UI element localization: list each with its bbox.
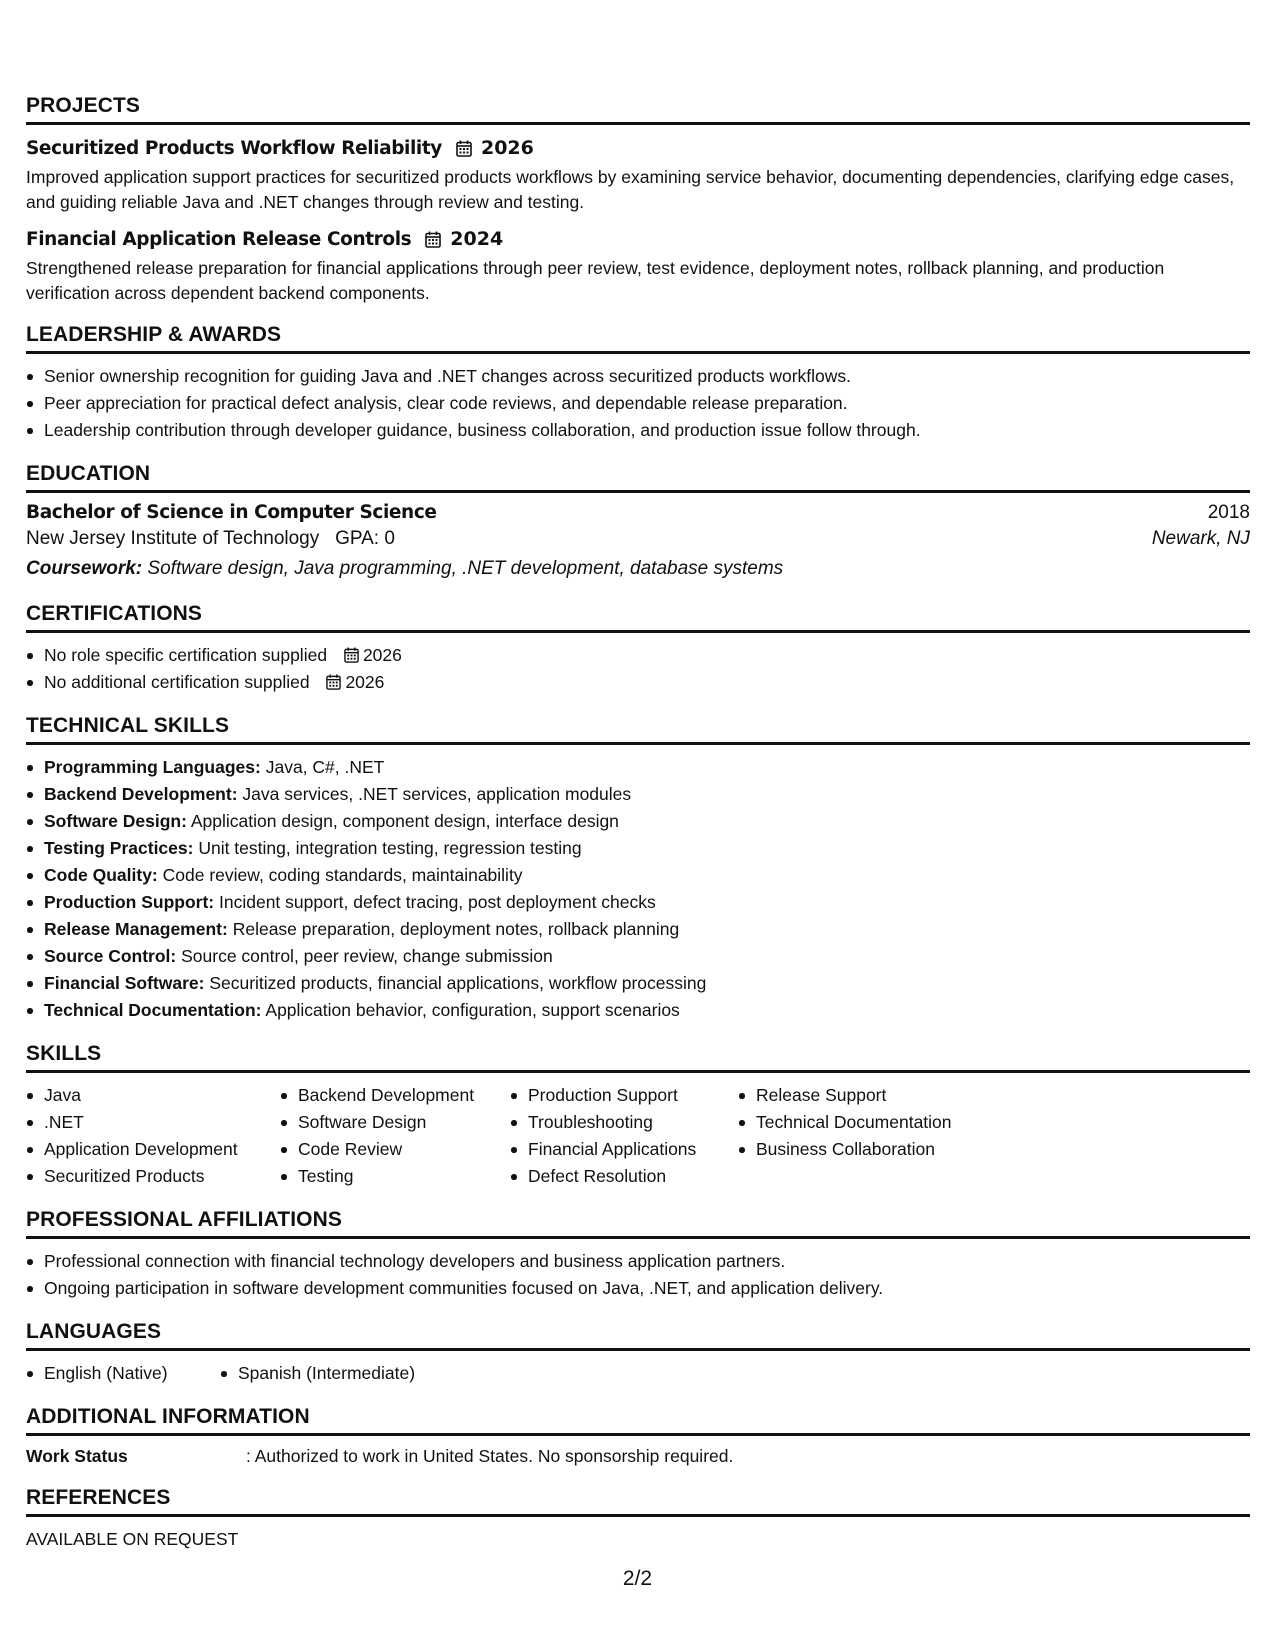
list-item: Defect Resolution <box>528 1163 738 1190</box>
skill-value: Incident support, defect tracing, post deployment checks <box>219 892 656 912</box>
certifications-heading: CERTIFICATIONS <box>26 601 1250 633</box>
skills-column <box>510 1082 738 1190</box>
list-item: Technical Documentation <box>756 1109 1016 1136</box>
list-item: Spanish (Intermediate) <box>238 1360 415 1387</box>
education-heading: EDUCATION <box>26 461 1250 493</box>
list-item <box>44 970 1250 997</box>
certifications-section <box>26 601 1250 696</box>
skill-label: Software Design: <box>44 811 187 831</box>
languages-heading: LANGUAGES <box>26 1319 1250 1351</box>
project-name: Securitized Products Workflow Reliability <box>26 137 442 159</box>
list-item <box>44 835 1250 862</box>
skills-column <box>26 1082 280 1190</box>
technical-skills-list <box>26 754 1250 1024</box>
technical-skills-heading: TECHNICAL SKILLS <box>26 713 1250 745</box>
coursework <box>26 554 1250 584</box>
school-name: New Jersey Institute of Technology <box>26 528 320 549</box>
school-location: Newark, NJ <box>1151 528 1250 549</box>
project-title-row <box>26 135 1250 161</box>
list-item: Business Collaboration <box>756 1136 1016 1163</box>
list-item: .NET <box>44 1109 280 1136</box>
skill-label: Production Support: <box>44 892 215 912</box>
affiliations-heading: PROFESSIONAL AFFILIATIONS <box>26 1207 1250 1239</box>
list-item <box>44 808 1250 835</box>
work-status-label: Work Status <box>26 1446 128 1466</box>
list-item: Testing <box>298 1163 510 1190</box>
skill-label: Source Control: <box>44 946 177 966</box>
technical-skills-section <box>26 713 1250 1024</box>
certification-year: 2026 <box>362 645 402 665</box>
list-item: Application Development <box>44 1136 280 1163</box>
additional-info-heading: ADDITIONAL INFORMATION <box>26 1404 1250 1436</box>
skill-value: Code review, coding standards, maintainability <box>162 865 523 885</box>
work-status-value: : Authorized to work in United States. No sponsorship required. <box>246 1446 734 1466</box>
coursework-value: Software design, Java programming, .NET development, database systems <box>147 558 784 579</box>
list-item: Financial Applications <box>528 1136 738 1163</box>
list-item <box>44 754 1250 781</box>
calendar-icon <box>344 647 359 663</box>
leadership-heading: LEADERSHIP & AWARDS <box>26 322 1250 354</box>
education-school-row <box>26 524 1250 554</box>
education-degree-row <box>26 502 1250 524</box>
list-item: Professional connection with financial technology developers and business application partners. <box>44 1248 1250 1275</box>
leadership-list <box>26 363 1250 444</box>
affiliations-section <box>26 1207 1250 1302</box>
degree-name: Bachelor of Science in Computer Science <box>26 502 437 523</box>
list-item: Code Review <box>298 1136 510 1163</box>
skill-label: Release Management: <box>44 919 228 939</box>
calendar-icon <box>425 231 441 248</box>
list-item: Leadership contribution through developer guidance, business collaboration, and production issue follow through. <box>44 417 1250 444</box>
skill-label: Technical Documentation: <box>44 1000 262 1020</box>
skills-column <box>738 1082 1016 1190</box>
additional-info-section <box>26 1404 1250 1468</box>
list-item: Ongoing participation in software development communities focused on Java, .NET, and application delivery. <box>44 1275 1250 1302</box>
skill-value: Release preparation, deployment notes, rollback planning <box>232 919 680 939</box>
list-item <box>44 889 1250 916</box>
list-item <box>44 642 1250 669</box>
list-item <box>44 916 1250 943</box>
graduation-date: 2018 <box>1207 502 1250 523</box>
skill-value: Source control, peer review, change submission <box>181 946 553 966</box>
references-heading: REFERENCES <box>26 1485 1250 1517</box>
skill-value: Securitized products, financial applications, workflow processing <box>209 973 707 993</box>
skill-label: Financial Software: <box>44 973 205 993</box>
page-number: 2/2 <box>622 1567 653 1590</box>
list-item <box>44 943 1250 970</box>
project-name: Financial Application Release Controls <box>26 228 412 250</box>
calendar-icon <box>456 140 472 157</box>
list-item: Java <box>44 1082 280 1109</box>
references-section <box>26 1485 1250 1551</box>
list-item: Release Support <box>756 1082 1016 1109</box>
list-item <box>44 862 1250 889</box>
project-title-row <box>26 226 1250 252</box>
school-line <box>26 524 395 554</box>
skill-label: Testing Practices: <box>44 838 194 858</box>
projects-heading: PROJECTS <box>26 93 1250 125</box>
skill-value: Unit testing, integration testing, regression testing <box>198 838 582 858</box>
list-item <box>44 781 1250 808</box>
list-item: Production Support <box>528 1082 738 1109</box>
list-item: Troubleshooting <box>528 1109 738 1136</box>
list-item: Backend Development <box>298 1082 510 1109</box>
project-description: Strengthened release preparation for financial applications through peer review, test evidence, deployment notes, rollback planning, and production verification across dependent backend components. <box>26 258 1165 303</box>
certification-name: No role specific certification supplied <box>44 645 328 665</box>
skill-label: Programming Languages: <box>44 757 261 777</box>
skills-section <box>26 1041 1250 1190</box>
languages-list <box>26 1360 220 1387</box>
references-text: AVAILABLE ON REQUEST <box>26 1529 239 1549</box>
languages-list <box>220 1360 415 1387</box>
project-year: 2026 <box>480 137 534 159</box>
certification-name: No additional certification supplied <box>44 672 310 692</box>
skill-value: Application design, component design, interface design <box>190 811 619 831</box>
list-item: Securitized Products <box>44 1163 280 1190</box>
skill-value: Java services, .NET services, application modules <box>242 784 632 804</box>
skills-heading: SKILLS <box>26 1041 1250 1073</box>
languages-section <box>26 1319 1250 1387</box>
list-item: Senior ownership recognition for guiding Java and .NET changes across securitized products workflows. <box>44 363 1250 390</box>
calendar-icon <box>326 674 341 690</box>
projects-section <box>26 93 1250 305</box>
list-item <box>44 997 1250 1024</box>
skills-column <box>280 1082 510 1190</box>
list-item: Peer appreciation for practical defect analysis, clear code reviews, and dependable release preparation. <box>44 390 1250 417</box>
certifications-list <box>26 642 1250 696</box>
skill-value: Java, C#, .NET <box>265 757 385 777</box>
languages-row <box>26 1351 1250 1387</box>
resume-page <box>26 93 1250 1568</box>
gpa: GPA: 0 <box>335 528 395 549</box>
certification-year: 2026 <box>345 672 385 692</box>
affiliations-list <box>26 1248 1250 1302</box>
project-description: Improved application support practices for securitized products workflows by examining service behavior, documenting dependencies, clarifying edge cases, and guiding reliable Java and .NET changes through review and testing. <box>26 167 1235 212</box>
skill-label: Backend Development: <box>44 784 238 804</box>
list-item: Software Design <box>298 1109 510 1136</box>
education-section <box>26 461 1250 584</box>
leadership-section <box>26 322 1250 444</box>
project-year: 2024 <box>450 228 504 250</box>
list-item <box>44 669 1250 696</box>
coursework-label: Coursework: <box>26 558 143 579</box>
skills-grid <box>26 1082 1250 1190</box>
list-item: English (Native) <box>44 1360 220 1387</box>
skill-value: Application behavior, configuration, support scenarios <box>265 1000 680 1020</box>
skill-label: Code Quality: <box>44 865 158 885</box>
work-status-row <box>26 1444 1250 1468</box>
